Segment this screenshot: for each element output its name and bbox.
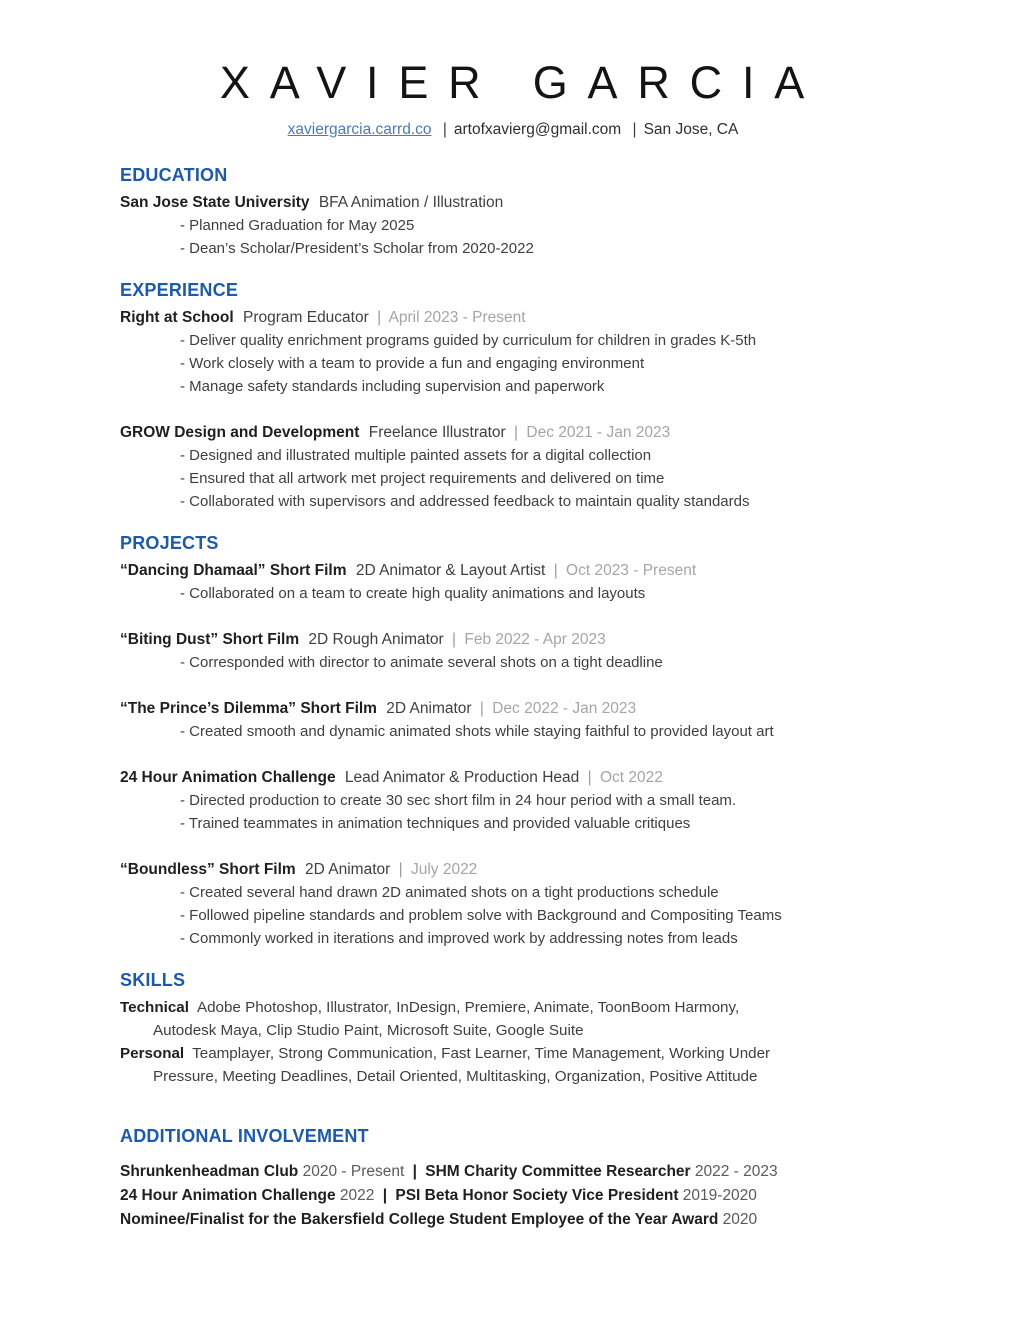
bullet-line: - Collaborated with supervisors and addressed feedback to maintain quality standards xyxy=(180,493,750,510)
contact-line xyxy=(120,120,906,140)
bullet-line: - Created several hand drawn 2D animated shots on a tight productions schedule xyxy=(180,884,719,901)
project-role: 2D Animator & Layout Artist xyxy=(355,562,546,579)
school-name: San Jose State University xyxy=(120,194,310,211)
person-name: XAVIER GARCIA xyxy=(219,57,825,108)
date-separator: | xyxy=(398,861,403,878)
date-range: Dec 2022 - Jan 2023 xyxy=(492,700,637,717)
involvement-date: 2020 xyxy=(722,1211,758,1228)
personal-skills-text: Teamplayer, Strong Communication, Fast Learner, Time Management, Working Under xyxy=(192,1045,771,1062)
date-range: July 2022 xyxy=(410,861,478,878)
bullet-line: - Created smooth and dynamic animated shots while staying faithful to provided layout art xyxy=(180,723,774,740)
project-entry xyxy=(120,697,906,743)
contact-separator: | xyxy=(442,121,447,138)
entry-header xyxy=(120,628,906,651)
project-name: “Biting Dust” Short Film xyxy=(120,631,300,648)
involvement-row xyxy=(120,1160,906,1184)
project-name: 24 Hour Animation Challenge xyxy=(120,769,336,786)
involvement-row xyxy=(120,1208,906,1232)
email-text: artofxavierg@gmail.com xyxy=(453,121,622,138)
bullet-line: - Manage safety standards including supervision and paperwork xyxy=(180,378,605,395)
project-entry xyxy=(120,766,906,835)
project-entry xyxy=(120,858,906,950)
section-experience xyxy=(120,280,906,513)
skills-heading: SKILLS xyxy=(120,970,186,990)
job-title: Freelance Illustrator xyxy=(368,424,506,441)
header xyxy=(120,56,906,140)
entry-header xyxy=(120,306,906,329)
bullet-line: - Designed and illustrated multiple painted assets for a digital collection xyxy=(180,447,652,464)
experience-entry xyxy=(120,306,906,398)
date-separator: | xyxy=(514,424,519,441)
involvement-row xyxy=(120,1184,906,1208)
date-separator: | xyxy=(452,631,457,648)
involvement-date: 2019-2020 xyxy=(682,1187,757,1204)
project-name: “Boundless” Short Film xyxy=(120,861,296,878)
section-projects xyxy=(120,533,906,950)
degree-text: BFA Animation / Illustration xyxy=(318,194,504,211)
bullet-line: - Collaborated on a team to create high quality animations and layouts xyxy=(180,585,646,602)
date-separator: | xyxy=(553,562,558,579)
education-heading: EDUCATION xyxy=(120,165,228,185)
experience-entry xyxy=(120,421,906,513)
date-separator: | xyxy=(479,700,484,717)
bullet-line: - Planned Graduation for May 2025 xyxy=(180,217,415,234)
bullet-line: - Corresponded with director to animate several shots on a tight deadline xyxy=(180,654,663,671)
project-name: “The Prince’s Dilemma” Short Film xyxy=(120,700,377,717)
location-text: San Jose, CA xyxy=(643,121,739,138)
project-name: “Dancing Dhamaal” Short Film xyxy=(120,562,347,579)
involvement-separator: | xyxy=(412,1163,417,1180)
entry-header xyxy=(120,421,906,444)
bullet-line: - Commonly worked in iterations and improved work by addressing notes from leads xyxy=(180,930,738,947)
technical-skills-text: Adobe Photoshop, Illustrator, InDesign, Premiere, Animate, ToonBoom Harmony, xyxy=(196,999,740,1016)
projects-heading: PROJECTS xyxy=(120,533,219,553)
technical-skills-line xyxy=(120,996,906,1019)
project-entry xyxy=(120,628,906,674)
project-role: 2D Rough Animator xyxy=(308,631,444,648)
bullet-line: - Ensured that all artwork met project requirements and delivered on time xyxy=(180,470,665,487)
website-link[interactable]: xaviergarcia.carrd.co xyxy=(287,121,432,138)
experience-heading: EXPERIENCE xyxy=(120,280,239,300)
date-range: Oct 2022 xyxy=(599,769,663,786)
involvement-title: 24 Hour Animation Challenge xyxy=(120,1187,336,1204)
involvement-date: 2022 xyxy=(339,1187,375,1204)
employer-name: GROW Design and Development xyxy=(120,424,360,441)
involvement-title: Shrunkenheadman Club xyxy=(120,1163,299,1180)
date-separator: | xyxy=(377,309,382,326)
section-skills xyxy=(120,970,906,1088)
bullet-line: - Deliver quality enrichment programs guided by curriculum for children in grades K-5th xyxy=(180,332,757,349)
bullet-line: - Work closely with a team to provide a fun and engaging environment xyxy=(180,355,645,372)
technical-label: Technical xyxy=(120,999,189,1016)
bullet-line: - Dean’s Scholar/President’s Scholar from 2020-2022 xyxy=(180,240,534,257)
entry-header xyxy=(120,858,906,881)
bullet-line: - Directed production to create 30 sec short film in 24 hour period with a small team. xyxy=(180,792,737,809)
date-range: Dec 2021 - Jan 2023 xyxy=(526,424,671,441)
section-additional-involvement xyxy=(120,1126,906,1232)
date-range: April 2023 - Present xyxy=(388,309,526,326)
bullet-line: - Followed pipeline standards and problem solve with Background and Compositing Teams xyxy=(180,907,782,924)
project-role: Lead Animator & Production Head xyxy=(344,769,580,786)
personal-skills-text: Pressure, Meeting Deadlines, Detail Oriented, Multitasking, Organization, Positive Attitude xyxy=(153,1068,758,1085)
date-separator: | xyxy=(587,769,592,786)
employer-name: Right at School xyxy=(120,309,234,326)
project-role: 2D Animator xyxy=(305,861,391,878)
date-range: Feb 2022 - Apr 2023 xyxy=(464,631,606,648)
entry-header xyxy=(120,559,906,582)
personal-label: Personal xyxy=(120,1045,185,1062)
entry-header xyxy=(120,191,906,214)
education-entry xyxy=(120,191,906,260)
personal-skills-line xyxy=(120,1042,906,1065)
entry-header xyxy=(120,766,906,789)
contact-separator: | xyxy=(632,121,637,138)
technical-skills-text: Autodesk Maya, Clip Studio Paint, Microsoft Suite, Google Suite xyxy=(153,1022,584,1039)
additional-involvement-heading: ADDITIONAL INVOLVEMENT xyxy=(120,1126,369,1146)
bullet-line: - Trained teammates in animation techniques and provided valuable critiques xyxy=(180,815,691,832)
involvement-date: 2020 - Present xyxy=(302,1163,405,1180)
entry-header xyxy=(120,697,906,720)
date-range: Oct 2023 - Present xyxy=(566,562,697,579)
involvement-date: 2022 - 2023 xyxy=(694,1163,778,1180)
project-role: 2D Animator xyxy=(386,700,472,717)
job-title: Program Educator xyxy=(242,309,369,326)
involvement-title: Nominee/Finalist for the Bakersfield College Student Employee of the Year Award xyxy=(120,1211,719,1228)
project-entry xyxy=(120,559,906,605)
section-education xyxy=(120,165,906,260)
involvement-title: PSI Beta Honor Society Vice President xyxy=(395,1187,679,1204)
involvement-title: SHM Charity Committee Researcher xyxy=(425,1163,691,1180)
involvement-separator: | xyxy=(382,1187,388,1204)
